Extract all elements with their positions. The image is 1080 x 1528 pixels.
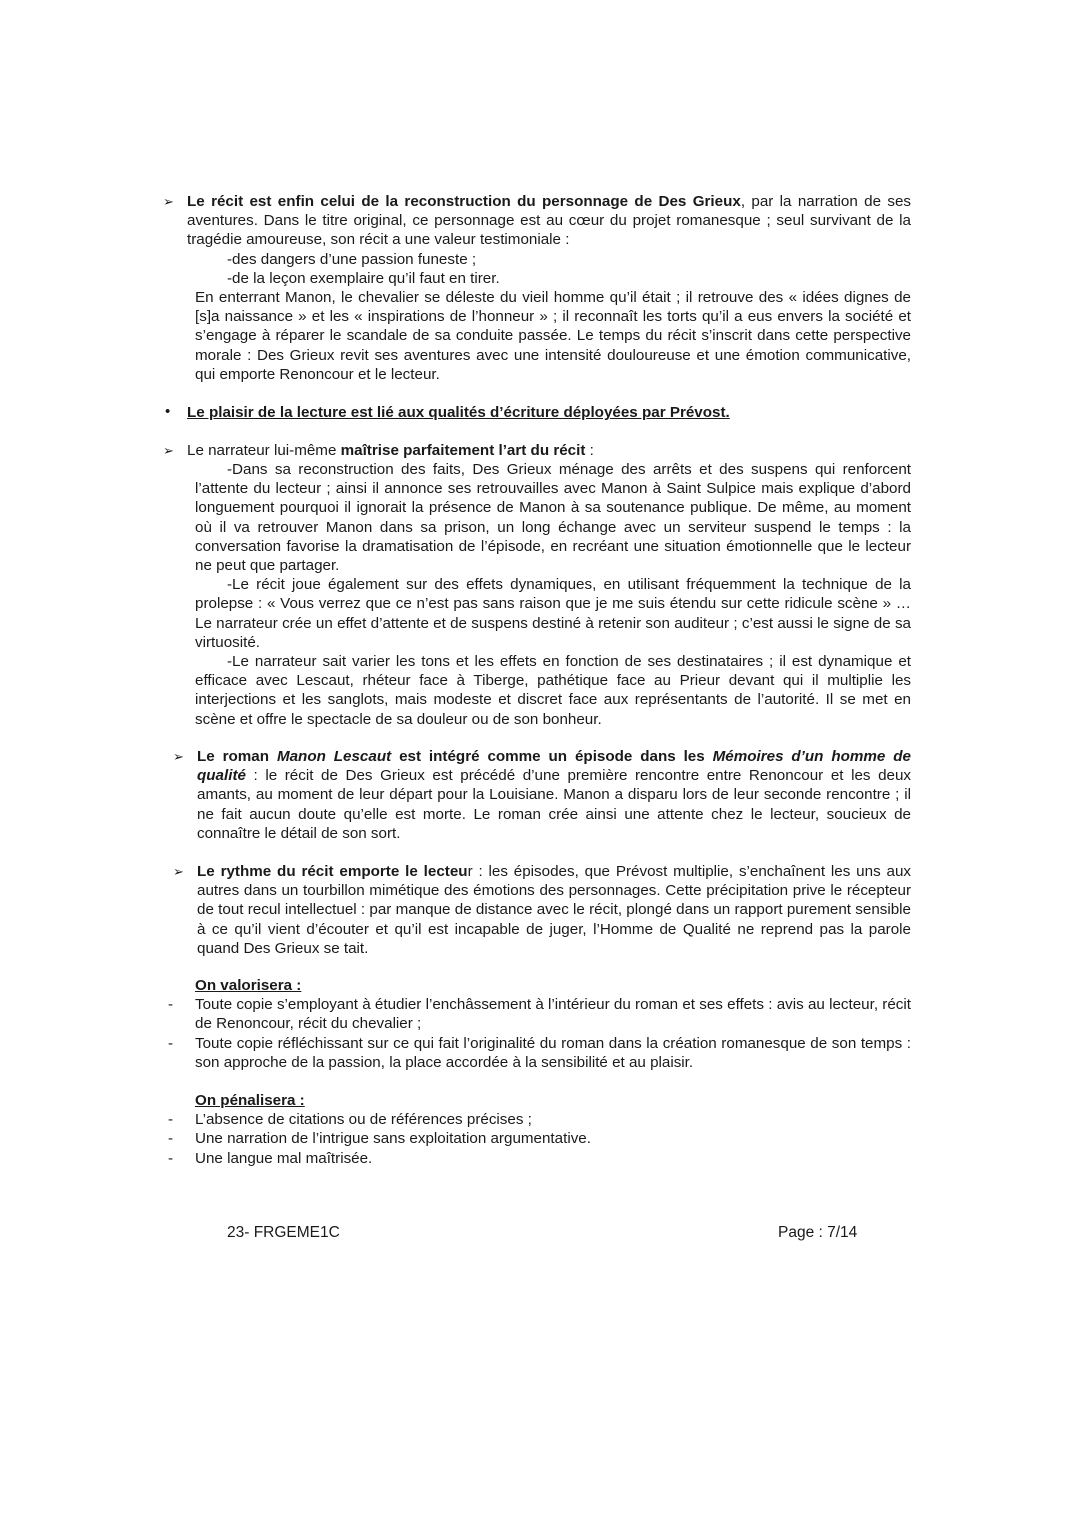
- footer-code: 23- FRGEME1C: [227, 1224, 340, 1241]
- penalisera-title: On pénalisera :: [195, 1092, 305, 1109]
- dash-bullet-icon: -: [168, 1130, 174, 1148]
- section-narrator-mastery: Le narrateur lui-même maîtrise parfaitement l’art du récit :: [187, 442, 594, 459]
- dot-bullet-icon: •: [165, 403, 171, 420]
- section-reconstruction: [187, 192, 911, 250]
- dash-bullet-icon: -: [168, 1149, 174, 1167]
- section-text: , par la narration de ses aventures. Dans le titre original, ce personnage est au cœur du projet romanesque ; seul survivant de la tragédie amoureuse, son récit a une valeur testimoniale :: [187, 193, 911, 249]
- arrow-bullet-icon: ➢: [163, 443, 174, 458]
- valorisera-section: [168, 976, 911, 1072]
- narrator-paragraphs: [195, 460, 911, 729]
- penalisera-section: [168, 1091, 911, 1168]
- testimonial-list: [227, 250, 911, 288]
- list-item: - Toute copie s’employant à étudier l’enchâssement à l’intérieur du roman et ses effets : avis au lecteur, récit de Renoncour, récit du chevalier ;: [168, 996, 911, 1033]
- arrow-bullet-icon: ➢: [173, 864, 184, 879]
- list-item: - L’absence de citations ou de références précises ;: [168, 1111, 532, 1129]
- section-memoires: Le roman Manon Lescaut est intégré comme un épisode dans les Mémoires d’un homme de qualité : le récit de Des Grieux est précédé d’une première rencontre entre Renoncour et les deux amants, au moment de leur départ pour la Louisiane. Manon a disparu lors de leur seconde rencontre ; il ne fait aucun doute qu’elle est morte. Le roman crée ainsi une attente chez le lecteur, soucieux de connaître le détail de son sort.: [197, 748, 911, 842]
- paragraph: -Dans sa reconstruction des faits, Des Grieux ménage des arrêts et des suspens qui renforcent l’attente du lecteur ; ainsi il annonce ses retrouvailles avec Manon à Saint Sulpice mais explique d’abord longuement pourquoi il ignorait la présence de Manon à sa soutenance publique. De même, au moment où il va retrouver Manon dans sa prison, un long échange avec un serviteur suspend le temps : la conversation favorise la dramatisation de l’épisode, en recréant une situation émotionnelle que le lecteur ne peut que partager.: [195, 461, 911, 575]
- arrow-bullet-icon: ➢: [173, 749, 184, 764]
- paragraph: -Le narrateur sait varier les tons et les effets en fonction de ses destinataires ; il est dynamique et efficace avec Lescaut, rhéteur face à Tiberge, pathétique face au Prieur devant qui il multiplie les interjections et les sanglots, mais modeste et discret face aux représentants de l’autorité. Il se met en scène et offre le spectacle de sa douleur ou de son bonheur.: [195, 653, 911, 728]
- section-lead: Le récit est enfin celui de la reconstruction du personnage de Des Grieux: [187, 193, 741, 210]
- dash-bullet-icon: -: [168, 996, 174, 1014]
- list-item: - Une narration de l’intrigue sans exploitation argumentative.: [168, 1130, 591, 1148]
- paragraph-burial: En enterrant Manon, le chevalier se déleste du vieil homme qu’il était ; il retrouve des « idées dignes de [s]a naissance » et les « inspirations de l’honneur » ; il reconnaît les torts qu’il a eus envers la société et s’engage à réparer le scandale de sa conduite passée. Le temps du récit s’inscrit dans cette perspective morale : Des Grieux revit ses aventures avec une intensité douloureuse et une émotion communicative, qui emporte Renoncour et le lecteur.: [195, 289, 911, 383]
- dash-bullet-icon: -: [168, 1034, 174, 1052]
- list-item: -des dangers d’une passion funeste ;: [227, 251, 477, 268]
- list-item: -de la leçon exemplaire qu’il faut en tirer.: [227, 270, 500, 288]
- dash-bullet-icon: -: [168, 1111, 174, 1129]
- page-number: Page : 7/14: [778, 1224, 858, 1241]
- section-rythme: Le rythme du récit emporte le lecteur : les épisodes, que Prévost multiplie, s’enchaînent les uns aux autres dans un tourbillon mimétique des émotions des personnages. Cette précipitation prive le récepteur de tout recul intellectuel : par manque de distance avec le récit, plongé dans un rapport purement sensible à ce qu’il vient d’écouter et qu’il est incapable de juger, l’Homme de Qualité ne reprend pas la parole quand Des Grieux se tait.: [197, 863, 911, 957]
- arrow-bullet-icon: ➢: [163, 194, 174, 209]
- valorisera-title: On valorisera :: [195, 977, 302, 994]
- section-heading: Le plaisir de la lecture est lié aux qualités d’écriture déployées par Prévost.: [187, 404, 730, 421]
- paragraph: -Le récit joue également sur des effets dynamiques, en utilisant fréquemment la technique de la prolepse : « Vous verrez que ce n’est pas sans raison que je me suis étendu sur cette ridicule scène » … Le narrateur crée un effet d’attente et de suspens destiné à retenir son auditeur ; c’est aussi le signe de sa virtuosité.: [195, 576, 911, 651]
- list-item: - Une langue mal maîtrisée.: [168, 1149, 373, 1167]
- list-item: - Toute copie réfléchissant sur ce qui fait l’originalité du roman dans la création romanesque de son temps : son approche de la passion, la place accordée à la sensibilité et au plaisir.: [168, 1034, 911, 1071]
